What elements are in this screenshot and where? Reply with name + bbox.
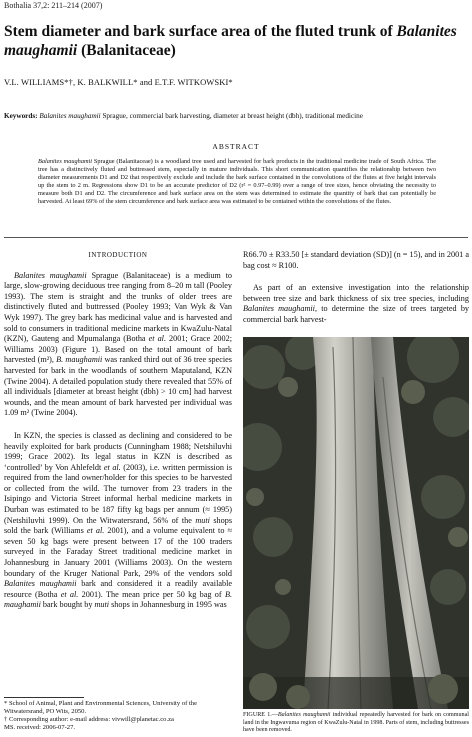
footnote-rule [4, 697, 84, 698]
text-run: shops sold the bark (Williams [4, 515, 232, 536]
species-name: Balanites maughamii [4, 579, 77, 589]
species-name: B. maughamii [4, 589, 233, 610]
species-name: B. maughamii [56, 355, 103, 365]
intro-paragraph-1 [4, 271, 232, 419]
authors: V.L. WILLIAMS*†, K. BALKWILL* and E.T.F. WITKOWSKI* [4, 77, 233, 87]
introduction-heading: INTRODUCTION [88, 251, 148, 259]
right-column [243, 250, 469, 338]
title-part-2: (Balanitaceae) [77, 42, 176, 59]
footnote-affiliation: * School of Animal, Plant and Environmental Sciences, University of the Witwatersrand, PO Wits, 2050. [4, 700, 198, 715]
right-paragraph-2 [243, 283, 469, 325]
footnote-correspondence: † Corresponding author: e-mail address: vivwill@planetac.co.za [4, 716, 174, 723]
intro-paragraph-2 [4, 431, 232, 611]
section-divider [4, 237, 468, 238]
text-run: In KZN, the species is classed as declining and considered to be heavily exploited for bark products (Cunningham 1988; Netshiluvhi 1999; Grace 2002). Its legal status in KZN is described as ‘controlled’ by Von Ahlefeldt [4, 430, 232, 472]
text-run: shops in Johannesburg in 1995 was [109, 600, 227, 610]
running-head: Bothalia 37,2: 211–214 (2007) [4, 1, 103, 10]
caption-text: individual repeatedly harvested for bark on communal land in the Ingwavuma region of KwaZulu-Natal in 1998. Parts of stem, including buttresses have been removed. [243, 712, 469, 733]
keywords-rest: Sprague, commercial bark harvesting, diameter at breast height (dbh), traditional medicine [100, 112, 363, 120]
text-run: 2001), and a volume equivalent to ≈ seven 50 kg bags were present between 17 of the 100 traders surveyed in the Faraday Street traditional medicine market in Johannesburg in January 2001 (Williams 2003). On the western boundary of the Kruger National Park, 29% of the vendors sold [4, 526, 232, 578]
right-paragraph-1: R66.70 ± R33.50 [± standard deviation (SD)] (n = 15), and in 2001 a bag cost ≈ R100. [243, 250, 469, 270]
text-run: 2001). The mean price per 50 kg bag of [78, 589, 225, 599]
muti-term: muti [195, 515, 210, 525]
text-run: bark and considered it a readily available resource (Botha [4, 579, 232, 599]
title-part-1: Stem diameter and bark surface area of the fluted trunk of [4, 23, 397, 40]
species-name: Balanites maughamii [243, 304, 315, 314]
keywords-label: Keywords: [4, 112, 38, 120]
abstract-text: Sprague (Balanitaceae) is a woodland tree used and harvested for bark products in the traditional medicine trade of South Africa. The tree has a distinctively fluted and buttressed stem, especially in mature individuals. This short communication quantifies the relationship between two diameter measurements D1 and D2 that respectively exclude and include the bark surface contained in the convolutions of the flutes at five height intervals up the stem to 2 m. Regressions show D1 to be an accurate predictor of D2 (r² = 0.97–0.99) over a range of tree sizes, hence obviating the necessity to measure both D1 and D2. The circumference and bark surface area on the stem was determined to estimate the quantity of bark that can potentially be harvested. At least 69% of the stem circumference and bark surface area was estimated to be contained within the convolutions of the flutes. [38, 158, 436, 205]
tree-trunk-image [243, 337, 469, 709]
text-run: bark bought by [40, 600, 95, 610]
species-name: Balanites maughamii [277, 712, 331, 718]
abstract-heading: ABSTRACT [212, 142, 260, 151]
figure-label: FIGURE 1.— [243, 712, 278, 718]
text-run: Sprague (Balanitaceae) is a medium to large, slow-growing deciduous tree ranging from 8–20 m tall (Pooley 1993). The stem is straight and the trunks of older trees are distinctively fluted and buttressed (Pooley 1993; Van Wyk & Van Wyk 1997). The grey bark has medicinal value and is harvested and sold to consumers in traditional medicine markets in KwaZulu-Natal (KZN), Gauteng and Mpumalanga (Botha [4, 270, 232, 344]
keywords [4, 112, 468, 120]
et-al: et al. [103, 462, 121, 472]
et-al: et al. [60, 589, 79, 599]
footnote-received: MS. received: 2006-07-27. [4, 724, 76, 731]
muti-term: muti [94, 600, 110, 610]
article-title [4, 22, 468, 60]
abstract-species: Balanites maughamii [38, 158, 93, 165]
figure-1-caption [243, 712, 469, 735]
keywords-species: Balanites maughamii [39, 112, 101, 120]
text-run: , to determine the size of trees targeted by commercial bark harvest- [243, 304, 470, 324]
figure-1-photo [243, 337, 469, 709]
et-al: et al. [148, 334, 166, 344]
species-name: Balanites maughamii [14, 270, 87, 280]
title-species: Balanites maughamii [4, 23, 457, 59]
text-run: 2001; Grace 2002; Williams 2003) (Figure 1). Based on the total amount of bark harvested (m²), [4, 334, 232, 365]
et-al: et al. [86, 526, 105, 536]
text-run: (2003), i.e. written permission is required from the land owner/holder for this species to be harvested or collected from the wild. The turnover from 23 traders in the Isipingo and Victoria Street informal herbal medicine markets in Durban was estimated to be 187 fifty kg bags per annum (≈ 1995) (Netshiluvhi 1999). On the Witwatersrand, 56% of the [4, 462, 233, 525]
text-run: As part of an extensive investigation into the relationship between tree size and bark thickness of six tree species, including [243, 283, 469, 303]
abstract-body [38, 158, 436, 206]
text-run: was ranked third out of 36 tree species harvested for bark in the woodlands of southern Maputaland, KZN (Twine 2004). A detailed population study there revealed that 55% of all individuals [diameter at breast height (dbh) > 10 cm] had harvest wounds, and the mean amount of bark harvested per individual was 1.09 m² (Twine 2004). [4, 355, 232, 418]
footnotes [4, 700, 236, 732]
left-column [4, 250, 232, 623]
